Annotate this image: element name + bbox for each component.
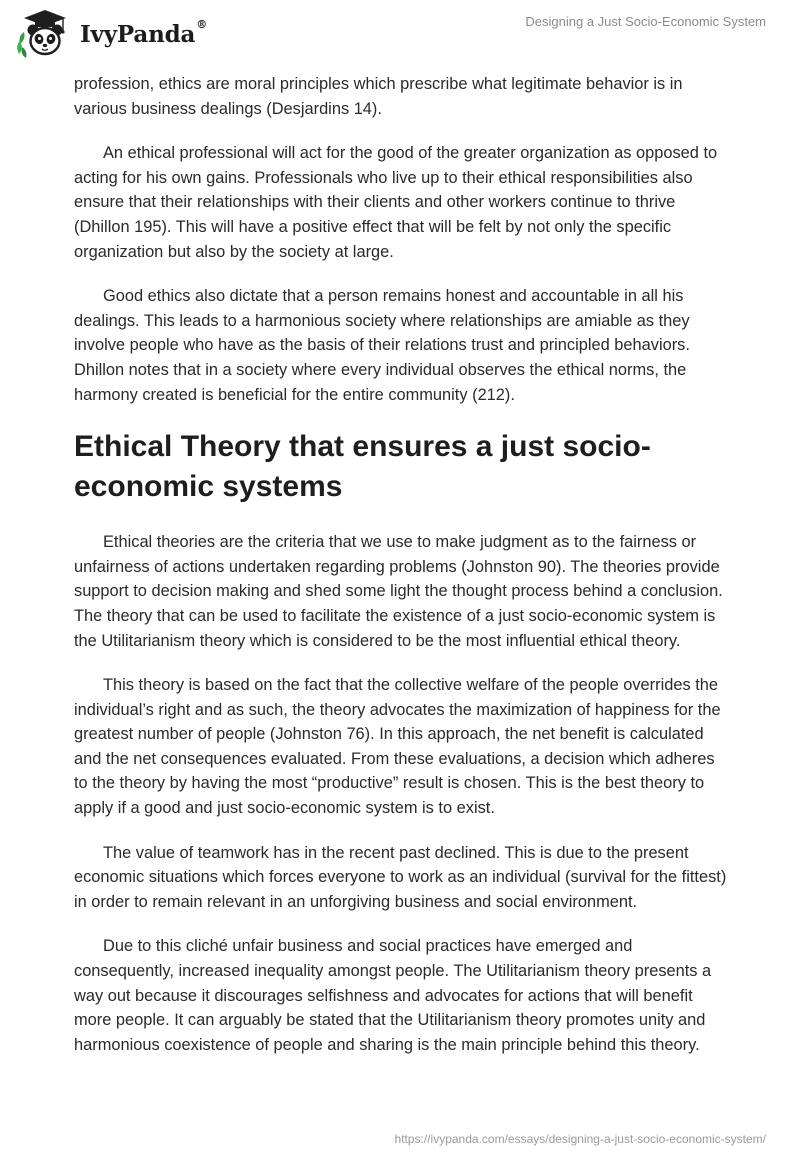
document-title: Designing a Just Socio-Economic System [525,14,766,29]
brand-name-text: IvyPanda [80,20,196,48]
paragraph: Due to this cliché unfair business and social practices have emerged and consequently, increased inequality amongst people. The Utilitarianism theory presents a way out because it discourages selfishness and advocates for actions that will benefit more people. It can arguably be stated that the Utilitarianism theory promotes unity and harmonious coexistence of people and sharing is the main principle behind this theory. [74,937,712,1054]
page-header [0,0,800,70]
source-url[interactable]: https://ivypanda.com/essays/designing-a-just-socio-economic-system/ [394,1132,766,1146]
panda-graduate-logo-icon [14,8,76,60]
section-heading: Ethical Theory that ensures a just socio-economic systems [74,430,651,504]
brand-name [80,17,207,48]
paragraph: This theory is based on the fact that the collective welfare of the people overrides the individual’s right and as such, the theory advocates the maximization of happiness for the greatest number of people (Johnston 76). In this approach, the net benefit is calculated and the net consequences evaluated. From these evaluations, a decision which adheres to the theory by having the most “productive” result is chosen. This is the best theory to apply if a good and just socio-economic system is to exist. [74,676,721,818]
paragraph: Good ethics also dictate that a person remains honest and accountable in all his dealings. This leads to a harmonious society where relationships are amiable as they involve people who have as the basis of their relations trust and principled behaviors. Dhillon notes that in a society where every individual observes the ethical norms, the harmony created is beneficial for the entire community (212). [74,287,690,404]
registered-mark: ® [196,17,207,31]
paragraph: The value of teamwork has in the recent past declined. This is due to the present economic situations which forces everyone to work as an individual (survival for the fittest) in order to remain relevant in an unforgiving business and social environment. [74,843,727,911]
essay-body [74,72,730,1077]
paragraph: An ethical professional will act for the good of the greater organization as opposed to acting for his own gains. Professionals who live up to their ethical responsibilities also ensure that their relationships with their clients and other workers continue to thrive (Dhillon 195). This will have a positive effect that will be felt by not only the specific organization but also by the society at large. [74,144,718,261]
brand-logo[interactable] [14,8,207,60]
paragraph: Ethical theories are the criteria that we use to make judgment as to the fairness or unfairness of actions undertaken regarding problems (Johnston 90). The theories provide support to decision making and shed some light the thought process behind a conclusion. The theory that can be used to facilitate the existence of a just socio-economic system is the Utilitarianism theory which is considered to be the most influential ethical theory. [74,533,723,650]
paragraph-continued: profession, ethics are moral principles which prescribe what legitimate behavior is in various business dealings (Desjardins 14). [74,75,683,118]
